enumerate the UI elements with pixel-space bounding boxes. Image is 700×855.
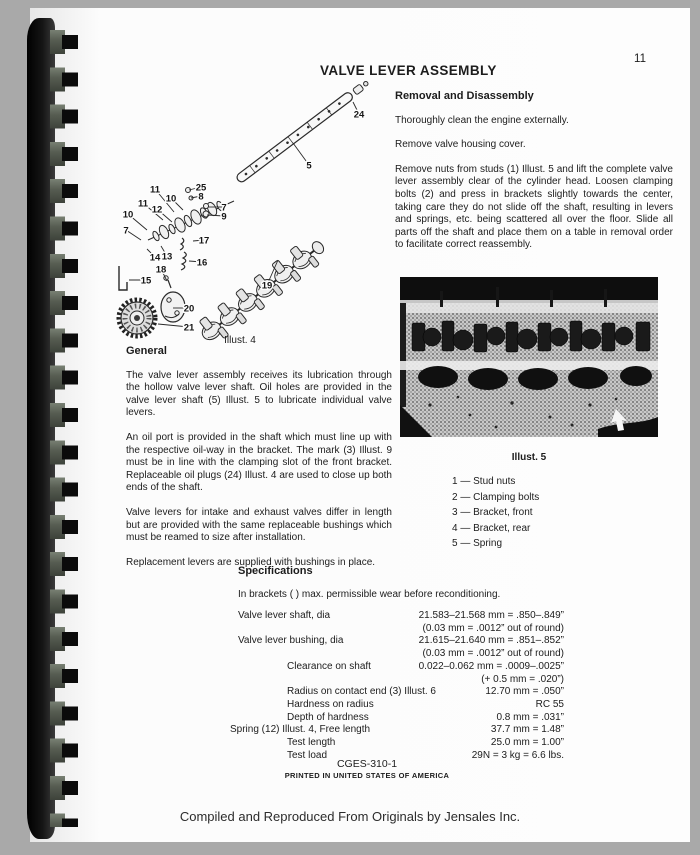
spec-label: Radius on contact end (3) Illust. 6: [287, 686, 436, 698]
illust5-photo: [400, 277, 658, 437]
callout-number: 20: [183, 303, 195, 315]
form-code: CGES-310-1: [336, 758, 398, 770]
spec-value: 21.615–21.640 mm = .851–.852”: [418, 635, 564, 647]
spec-value: 0.8 mm = .031”: [496, 711, 564, 723]
reproduction-caption: Compiled and Reproduced From Originals by Jensales Inc.: [179, 809, 521, 824]
spec-label: [230, 648, 238, 661]
page-number: 11: [634, 53, 646, 65]
callout-number: 10: [122, 209, 134, 221]
spec-row: [230, 686, 564, 699]
spec-row: [230, 623, 564, 636]
spec-label: Valve lever shaft, dia: [238, 610, 331, 621]
callout-number: 14: [149, 252, 161, 264]
spec-value: 12.70 mm = .050”: [485, 686, 564, 698]
spec-value: 25.0 mm = 1.00”: [490, 737, 564, 749]
spec-row: [230, 724, 564, 737]
spec-value: 37.7 mm = 1.48”: [490, 724, 564, 736]
legend-item: 4 — Bracket, rear: [452, 522, 531, 534]
legend-item: 1 — Stud nuts: [452, 476, 516, 487]
spec-row: [230, 712, 564, 725]
legend-item: 3 — Bracket, front: [452, 507, 533, 519]
spec-value: (0.03 mm = .0012” out of round): [422, 622, 564, 634]
spec-label: [230, 674, 287, 687]
callout-number: 10: [165, 193, 177, 205]
valve-lever-shaft-drawing: [235, 80, 370, 184]
illust4-diagram: [90, 80, 400, 348]
printed-in-usa: PRINTED IN UNITED STATES OF AMERICA: [284, 771, 450, 780]
comb-binding-teeth-tips: [62, 35, 78, 827]
spec-row: [230, 648, 564, 661]
callout-number: 13: [161, 251, 173, 263]
spec-value: (+ 0.5 mm = .020”): [481, 673, 564, 685]
spec-label: Depth of hardness: [287, 711, 369, 723]
callout-number: 7: [221, 202, 227, 214]
spec-row: [230, 635, 564, 648]
spec-label: Test load: [287, 749, 328, 761]
callout-number: 16: [196, 257, 208, 269]
page-title: VALVE LEVER ASSEMBLY: [320, 63, 497, 78]
spec-label: Hardness on radius: [287, 698, 374, 710]
callout-number: 11: [149, 184, 161, 196]
general-heading: General: [126, 345, 167, 357]
spec-row: [230, 699, 564, 712]
callout-number: 8: [198, 191, 204, 203]
paragraph: An oil port is provided in the shaft which must line up with the respective oil-way in the bracket. The mark (3) Illust. 9 must be in line with the clamping slot of the front bracket. Replaceable oil plugs (24) Illust. 4 are used to close up both ends of the shaft.: [126, 431, 392, 494]
specifications-table: [230, 610, 564, 762]
legend-item: 5 — Spring: [452, 538, 503, 550]
general-paragraphs: [126, 370, 392, 570]
spec-label: Valve lever bushing, dia: [238, 635, 344, 647]
spec-value: (0.03 mm = .0012” out of round): [422, 648, 564, 660]
paragraph: Remove nuts from studs (1) Illust. 5 and lift the complete valve lever assembly clear of the cylinder head. Loosen clamping bolts (2) and press in brackets slightly towards the center, taking care they do not slide off the shaft, resulting in levers and springs, etc. being scattered all over the floor. Slide all parts off the shaft and place them on a table in removal order to facilitate correct reassembly.: [395, 163, 673, 251]
spec-value: 0.022–0.062 mm = .0009–.0025”: [418, 660, 564, 672]
specifications-section: [230, 565, 564, 762]
legend-item: 2 — Clamping bolts: [452, 491, 540, 503]
illust5-caption: Illust. 5: [511, 452, 547, 463]
callout-number: 25: [195, 182, 207, 194]
page-footer: [230, 758, 504, 780]
spec-label: Test length: [287, 737, 336, 749]
removal-section: [395, 90, 673, 264]
spec-value: 29N = 3 kg = 6.6 lbs.: [471, 749, 564, 761]
spec-value: 21.583–21.568 mm = .850–.849”: [418, 610, 564, 621]
callout-number: 18: [155, 264, 167, 276]
callout-number: 9: [221, 211, 227, 223]
spec-value: RC 55: [535, 698, 564, 710]
spec-label: Spring (12) Illust. 4, Free length: [230, 724, 371, 736]
illust4-caption: Illust. 4: [224, 335, 256, 346]
spec-row: [230, 661, 564, 674]
spec-label: [230, 623, 238, 636]
general-section: [126, 345, 392, 581]
paragraph: Valve levers for intake and exhaust valves differ in length but are provided with the same replaceable bushings which must be reamed to size after installation.: [126, 506, 392, 544]
callout-number: 12: [151, 204, 163, 216]
paragraph: Replacement levers are supplied with bushings in place.: [126, 556, 376, 568]
spec-row: [230, 610, 564, 623]
bracket-drawing: [161, 292, 185, 322]
callout-number: 17: [198, 235, 210, 247]
gear-drawing: [119, 300, 156, 337]
callout-number: 21: [183, 322, 195, 334]
spec-label: Clearance on shaft: [287, 660, 371, 672]
callout-number: 15: [140, 275, 152, 287]
paragraph: Thoroughly clean the engine externally.: [395, 114, 569, 126]
illust5-legend: [452, 474, 539, 552]
paragraph: The valve lever assembly receives its lubrication through the hollow valve lever shaft. Oil holes are provided in the valve lever shaft (5) Illust. 5 to lubricate individual valve levers.: [126, 369, 392, 419]
spec-row: [230, 737, 564, 750]
callout-number: 24: [353, 109, 365, 121]
paragraph: Remove valve housing cover.: [395, 139, 526, 151]
removal-heading: Removal and Disassembly: [395, 90, 534, 102]
callout-number: 19: [261, 280, 273, 292]
specifications-note: In brackets ( ) max. permissible wear before reconditioning.: [238, 589, 501, 600]
callout-number: 5: [306, 160, 312, 172]
removal-paragraphs: [395, 115, 673, 252]
callout-number: 7: [123, 225, 129, 237]
spec-row: [230, 674, 564, 687]
callout-number: 11: [137, 198, 149, 210]
specifications-heading: Specifications: [238, 565, 313, 577]
